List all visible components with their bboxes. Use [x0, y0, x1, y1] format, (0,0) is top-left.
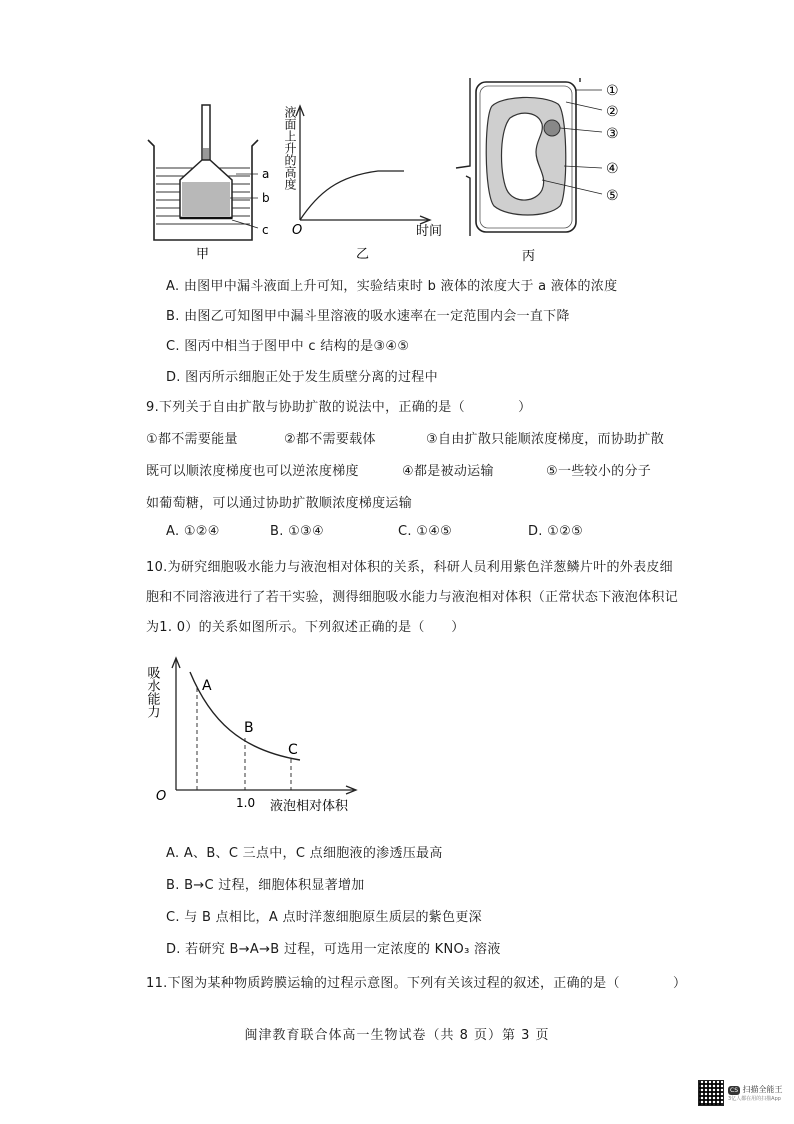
q9-option-a: A. ①②④: [166, 524, 220, 539]
stamp-subtitle: 3亿人都在用的扫描App: [728, 1095, 781, 1102]
label-2: ②: [606, 104, 619, 120]
q10-stem-line2: 胞和不同溶液进行了若干实验，测得细胞吸水能力与液泡相对体积（正常状态下液泡体积记: [146, 590, 679, 605]
q9-option-c: C. ①④⑤: [398, 524, 453, 539]
q10-stem-line3: 为1. 0）的关系如图所示。下列叙述正确的是（ ）: [146, 620, 465, 635]
q10-y-label: 吸水能力: [144, 666, 160, 718]
figure-bing-cell: [452, 76, 642, 266]
q9-option-b: B. ①③④: [270, 524, 324, 539]
q10-point-a: A: [202, 678, 212, 694]
figure-jia-osmometer: [140, 100, 280, 260]
q10-stem-line1: 10.为研究细胞吸水能力与液泡相对体积的关系，科研人员利用紫色洋葱鳞片叶的外表皮细: [146, 560, 673, 575]
tube-solution: [203, 148, 209, 160]
qr-code-icon: [698, 1080, 724, 1106]
label-b: b: [262, 191, 270, 205]
stamp-brand: 扫描全能王: [742, 1084, 783, 1094]
figure-bing-caption: 丙: [522, 249, 536, 264]
q10-tick-1: 1.0: [236, 796, 256, 810]
yi-x-label: 时间: [416, 224, 443, 239]
q10-option-b: B. B→C 过程，细胞体积显著增加: [166, 878, 365, 893]
label-a: a: [262, 167, 270, 181]
q11-stem: 11.下图为某种物质跨膜运输的过程示意图。下列有关该过程的叙述，正确的是（ ）: [146, 976, 687, 991]
q9-statement-5: ⑤一些较小的分子: [546, 464, 652, 479]
q9-statement-2: ②都不需要载体: [284, 432, 376, 447]
q9-stem: 9.下列关于自由扩散与协助扩散的说法中，正确的是（ ）: [146, 400, 532, 415]
q10-option-a: A. A、B、C 三点中，C 点细胞液的渗透压最高: [166, 846, 443, 861]
figure-yi-caption: 乙: [356, 247, 370, 262]
q9-statement-4: ④都是被动运输: [402, 464, 494, 479]
q10-origin: O: [156, 789, 167, 804]
page-footer: 闽津教育联合体高一生物试卷（共 8 页）第 3 页: [244, 1028, 550, 1043]
scanner-stamp: [698, 1080, 783, 1106]
label-3: ③: [606, 126, 619, 142]
yi-origin: O: [292, 223, 303, 238]
q10-option-c: C. 与 B 点相比，A 点时洋葱细胞原生质层的紫色更深: [166, 910, 482, 925]
label-c: c: [262, 223, 269, 237]
q10-option-d: D. 若研究 B→A→B 过程，可选用一定浓度的 KNO₃ 溶液: [166, 942, 501, 957]
q10-point-c: C: [288, 742, 298, 758]
q10-x-label: 液泡相对体积: [270, 799, 349, 814]
q9-statement-5-cont: 如葡萄糖，可以通过协助扩散顺浓度梯度运输: [146, 496, 413, 511]
label-1: ①: [606, 83, 619, 99]
q9-option-d: D. ①②⑤: [528, 524, 584, 539]
q9-statement-1: ①都不需要能量: [146, 432, 238, 447]
q8-option-a: A. 由图甲中漏斗液面上升可知，实验结束时 b 液体的浓度大于 a 液体的浓度: [166, 279, 618, 294]
yi-curve: [300, 171, 404, 220]
q10-point-b: B: [244, 720, 254, 736]
q8-option-d: D. 图丙所示细胞正处于发生质壁分离的过程中: [166, 370, 438, 385]
q9-statement-3-cont: 既可以顺浓度梯度也可以逆浓度梯度: [146, 464, 359, 479]
label-5: ⑤: [606, 188, 619, 204]
label-4: ④: [606, 161, 619, 177]
nucleus: [544, 120, 560, 136]
yi-y-label: 液面上升的高度: [283, 106, 297, 190]
figure-yi-graph: [278, 98, 448, 263]
q8-option-c: C. 图丙中相当于图甲中 c 结构的是③④⑤: [166, 339, 410, 354]
q8-option-b: B. 由图乙可知图甲中漏斗里溶液的吸水速率在一定范围内会一直下降: [166, 309, 570, 324]
q9-statement-3: ③自由扩散只能顺浓度梯度，而协助扩散: [426, 432, 665, 447]
figure-jia-caption: 甲: [196, 247, 210, 260]
q10-graph: [140, 650, 370, 820]
camscanner-logo-icon: CS: [730, 1086, 738, 1094]
funnel-solution: [182, 182, 230, 216]
